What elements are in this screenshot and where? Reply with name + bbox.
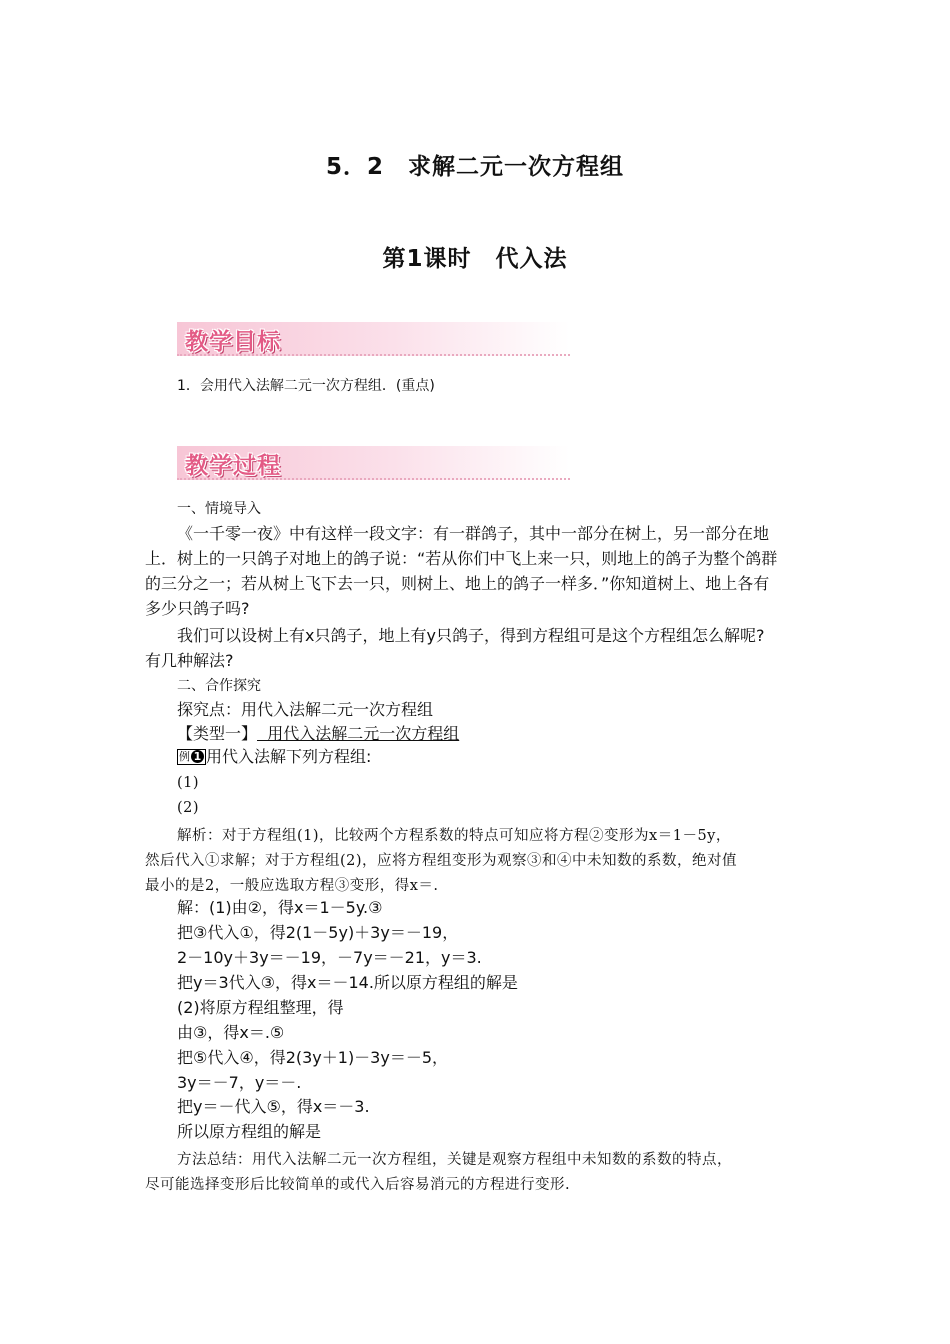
type-label: 【类型一】 bbox=[177, 724, 258, 743]
analysis-line-2: 然后代入①求解；对于方程组(2)，应将方程组变形为观察③和④中未知数的系数，绝对值 bbox=[145, 853, 738, 869]
solution-line-8: 3y＝－7，y＝－. bbox=[177, 1073, 302, 1092]
story-line-1: 《一千零一夜》中有这样一段文字：有一群鸽子，其中一部分在树上，另一部分在地 bbox=[177, 524, 770, 543]
example-badge-text: 例 bbox=[179, 750, 190, 763]
story-line-2: 上．树上的一只鸽子对地上的鸽子说：“若从你们中飞上来一只，则地上的鸽子为整个鸽群 bbox=[145, 549, 778, 568]
objectives-banner bbox=[177, 322, 570, 356]
system-1-label: (1) bbox=[177, 775, 200, 791]
process-banner-label: 教学过程 bbox=[185, 453, 281, 479]
example-badge bbox=[177, 749, 206, 765]
story-line-3: 的三分之一；若从树上飞下去一只，则树上、地上的鸽子一样多．”你知道树上、地上各有 bbox=[145, 574, 770, 593]
solution-line-4: 把y＝3代入③，得x＝－14.所以原方程组的解是 bbox=[177, 973, 518, 992]
solution-line-9: 把y＝－代入⑤，得x＝－3. bbox=[177, 1097, 370, 1116]
section-title: 5．2 求解二元一次方程组 bbox=[325, 154, 624, 180]
heading-situation: 一、情境导入 bbox=[177, 501, 261, 517]
type-heading bbox=[177, 722, 459, 746]
solution-line-5: (2)将原方程组整理，得 bbox=[177, 998, 344, 1017]
type-title: 用代入法解二元一次方程组 bbox=[257, 724, 460, 743]
example-badge-number: 1 bbox=[191, 750, 204, 763]
objectives-banner-label: 教学目标 bbox=[185, 329, 281, 355]
solution-line-2: 把③代入①，得2(1－5y)＋3y＝－19， bbox=[177, 923, 459, 942]
solution-line-3: 2－10y＋3y＝－19，－7y＝－21，y＝3. bbox=[177, 948, 482, 967]
solution-line-6: 由③，得x＝.⑤ bbox=[177, 1023, 285, 1042]
story-line-4: 多少只鸽子吗? bbox=[145, 599, 250, 618]
solution-line-1: 解：(1)由②，得x＝1－5y.③ bbox=[177, 898, 383, 917]
example-line bbox=[177, 745, 371, 769]
process-banner bbox=[177, 446, 570, 480]
lesson-title: 第1课时 代入法 bbox=[382, 246, 568, 272]
system-2-label: (2) bbox=[177, 800, 200, 816]
heading-explore: 二、合作探究 bbox=[177, 678, 261, 694]
analysis-line-3: 最小的是2，一般应选取方程③变形，得x＝. bbox=[145, 878, 439, 894]
question-line-2: 有几种解法? bbox=[145, 651, 234, 670]
objective-item-1: 1．会用代入法解二元一次方程组．(重点) bbox=[177, 378, 435, 394]
explore-point: 探究点：用代入法解二元一次方程组 bbox=[177, 700, 434, 719]
example-text: 用代入法解下列方程组: bbox=[206, 747, 372, 766]
question-line-1: 我们可以设树上有x只鸽子，地上有y只鸽子，得到方程组可是这个方程组怎么解呢? bbox=[177, 626, 765, 645]
analysis-line-1: 解析：对于方程组(1)，比较两个方程系数的特点可知应将方程②变形为x＝1－5y， bbox=[177, 828, 731, 844]
summary-line-1: 方法总结：用代入法解二元一次方程组，关键是观察方程组中未知数的系数的特点， bbox=[177, 1152, 732, 1168]
solution-line-10: 所以原方程组的解是 bbox=[177, 1122, 322, 1141]
summary-line-2: 尽可能选择变形后比较简单的或代入后容易消元的方程进行变形. bbox=[145, 1177, 571, 1193]
solution-line-7: 把⑤代入④，得2(3y＋1)－3y＝－5， bbox=[177, 1048, 449, 1067]
